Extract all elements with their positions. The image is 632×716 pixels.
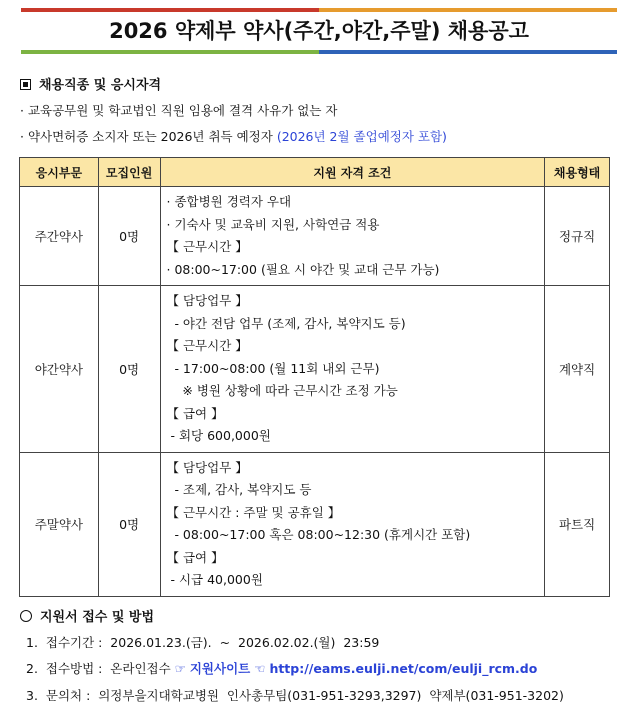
section-heading-text: 지원서 접수 및 방법 <box>40 610 155 625</box>
qualification-cell <box>160 452 545 596</box>
detail-line: - 야간 전담 업무 (조제, 감사, 복약지도 등) <box>166 315 406 331</box>
page-title: 2026 약제부 약사(주간,야간,주말) 채용공고 <box>109 19 529 43</box>
recruitment-table <box>19 157 610 597</box>
detail-line: - 17:00~08:00 (월 11회 내외 근무) <box>166 360 380 376</box>
detail-line: · 08:00~17:00 (필요 시 야간 및 교대 근무 가능) <box>166 261 440 277</box>
detail-line: · 종합병원 경력자 우대 <box>166 194 292 209</box>
type-cell: 파트직 <box>545 452 610 596</box>
table-header-row <box>20 158 610 187</box>
application-period: 1. 접수기간 : 2026.01.23.(금). ~ 2026.02.02.(월) 23:59 <box>26 635 380 650</box>
graduate-note: (2026년 2월 졸업예정자 포함) <box>276 129 447 144</box>
detail-line: 【 담당업무 】 <box>166 459 248 475</box>
detail-line: 【 담당업무 】 <box>166 293 248 308</box>
dept-cell: 야간약사 <box>20 286 99 453</box>
detail-line: ※ 병원 상황에 따라 근무시간 조정 가능 <box>166 383 398 398</box>
detail-line: 【 근무시간 】 <box>166 239 248 254</box>
title-banner <box>21 8 617 54</box>
table-row <box>20 286 610 453</box>
detail-line: - 시급 40,000원 <box>166 572 263 587</box>
qualification-cell <box>160 187 545 286</box>
type-cell: 정규직 <box>545 187 610 286</box>
eligibility-bullet-1: · 교육공무원 및 학교법인 직원 임용에 결격 사유가 없는 자 <box>20 103 338 118</box>
square-bullet-icon <box>20 79 31 90</box>
section-eligibility-heading <box>20 74 161 93</box>
bullet-2-text: · 약사면허증 소지자 또는 2026년 취득 예정자 <box>20 129 277 144</box>
method-label: 2. 접수방법 : 온라인접수 <box>26 661 175 676</box>
count-cell: 0명 <box>98 187 160 286</box>
title-bottom-bar <box>21 50 617 54</box>
pointing-left-hand-icon: ☜ <box>254 661 266 676</box>
detail-line: - 회당 600,000원 <box>166 428 271 443</box>
section-heading-text: 채용직종 및 응시자격 <box>39 78 162 93</box>
qualification-cell <box>160 286 545 453</box>
header-qualification: 지원 자격 조건 <box>160 158 545 187</box>
circle-bullet-icon <box>20 610 32 622</box>
type-cell: 계약직 <box>545 286 610 453</box>
detail-line: 【 급여 】 <box>166 405 224 421</box>
contact-info: 3. 문의처 : 의정부을지대학교병원 인사총무팀(031-951-3293,3297) 약제부(031-951-3202) <box>26 688 564 703</box>
eligibility-bullet-2 <box>20 127 447 145</box>
header-dept: 응시부문 <box>20 158 99 187</box>
dept-cell: 주말약사 <box>20 452 99 596</box>
detail-line: 【 근무시간 】 <box>166 338 248 353</box>
count-cell: 0명 <box>98 452 160 596</box>
detail-line: 【 급여 】 <box>166 549 224 565</box>
detail-line: 【 근무시간 : 주말 및 공휴일 】 <box>166 504 341 520</box>
table-row <box>20 452 610 596</box>
section-application-heading <box>20 606 154 625</box>
detail-line: · 기숙사 및 교육비 지원, 사학연금 적용 <box>166 216 380 232</box>
application-method <box>26 659 537 677</box>
header-count: 모집인원 <box>98 158 160 187</box>
detail-line: - 조제, 감사, 복약지도 등 <box>166 482 312 497</box>
pointing-right-hand-icon: ☞ <box>174 661 186 676</box>
table-row <box>20 187 610 286</box>
apply-site-link[interactable]: 지원사이트 <box>189 661 251 676</box>
detail-line: - 08:00~17:00 혹은 08:00~12:30 (휴게시간 포함) <box>166 527 471 542</box>
header-type: 채용형태 <box>545 158 610 187</box>
apply-url-link[interactable]: http://eams.eulji.net/com/eulji_rcm.do <box>269 661 538 676</box>
dept-cell: 주간약사 <box>20 187 99 286</box>
count-cell: 0명 <box>98 286 160 453</box>
